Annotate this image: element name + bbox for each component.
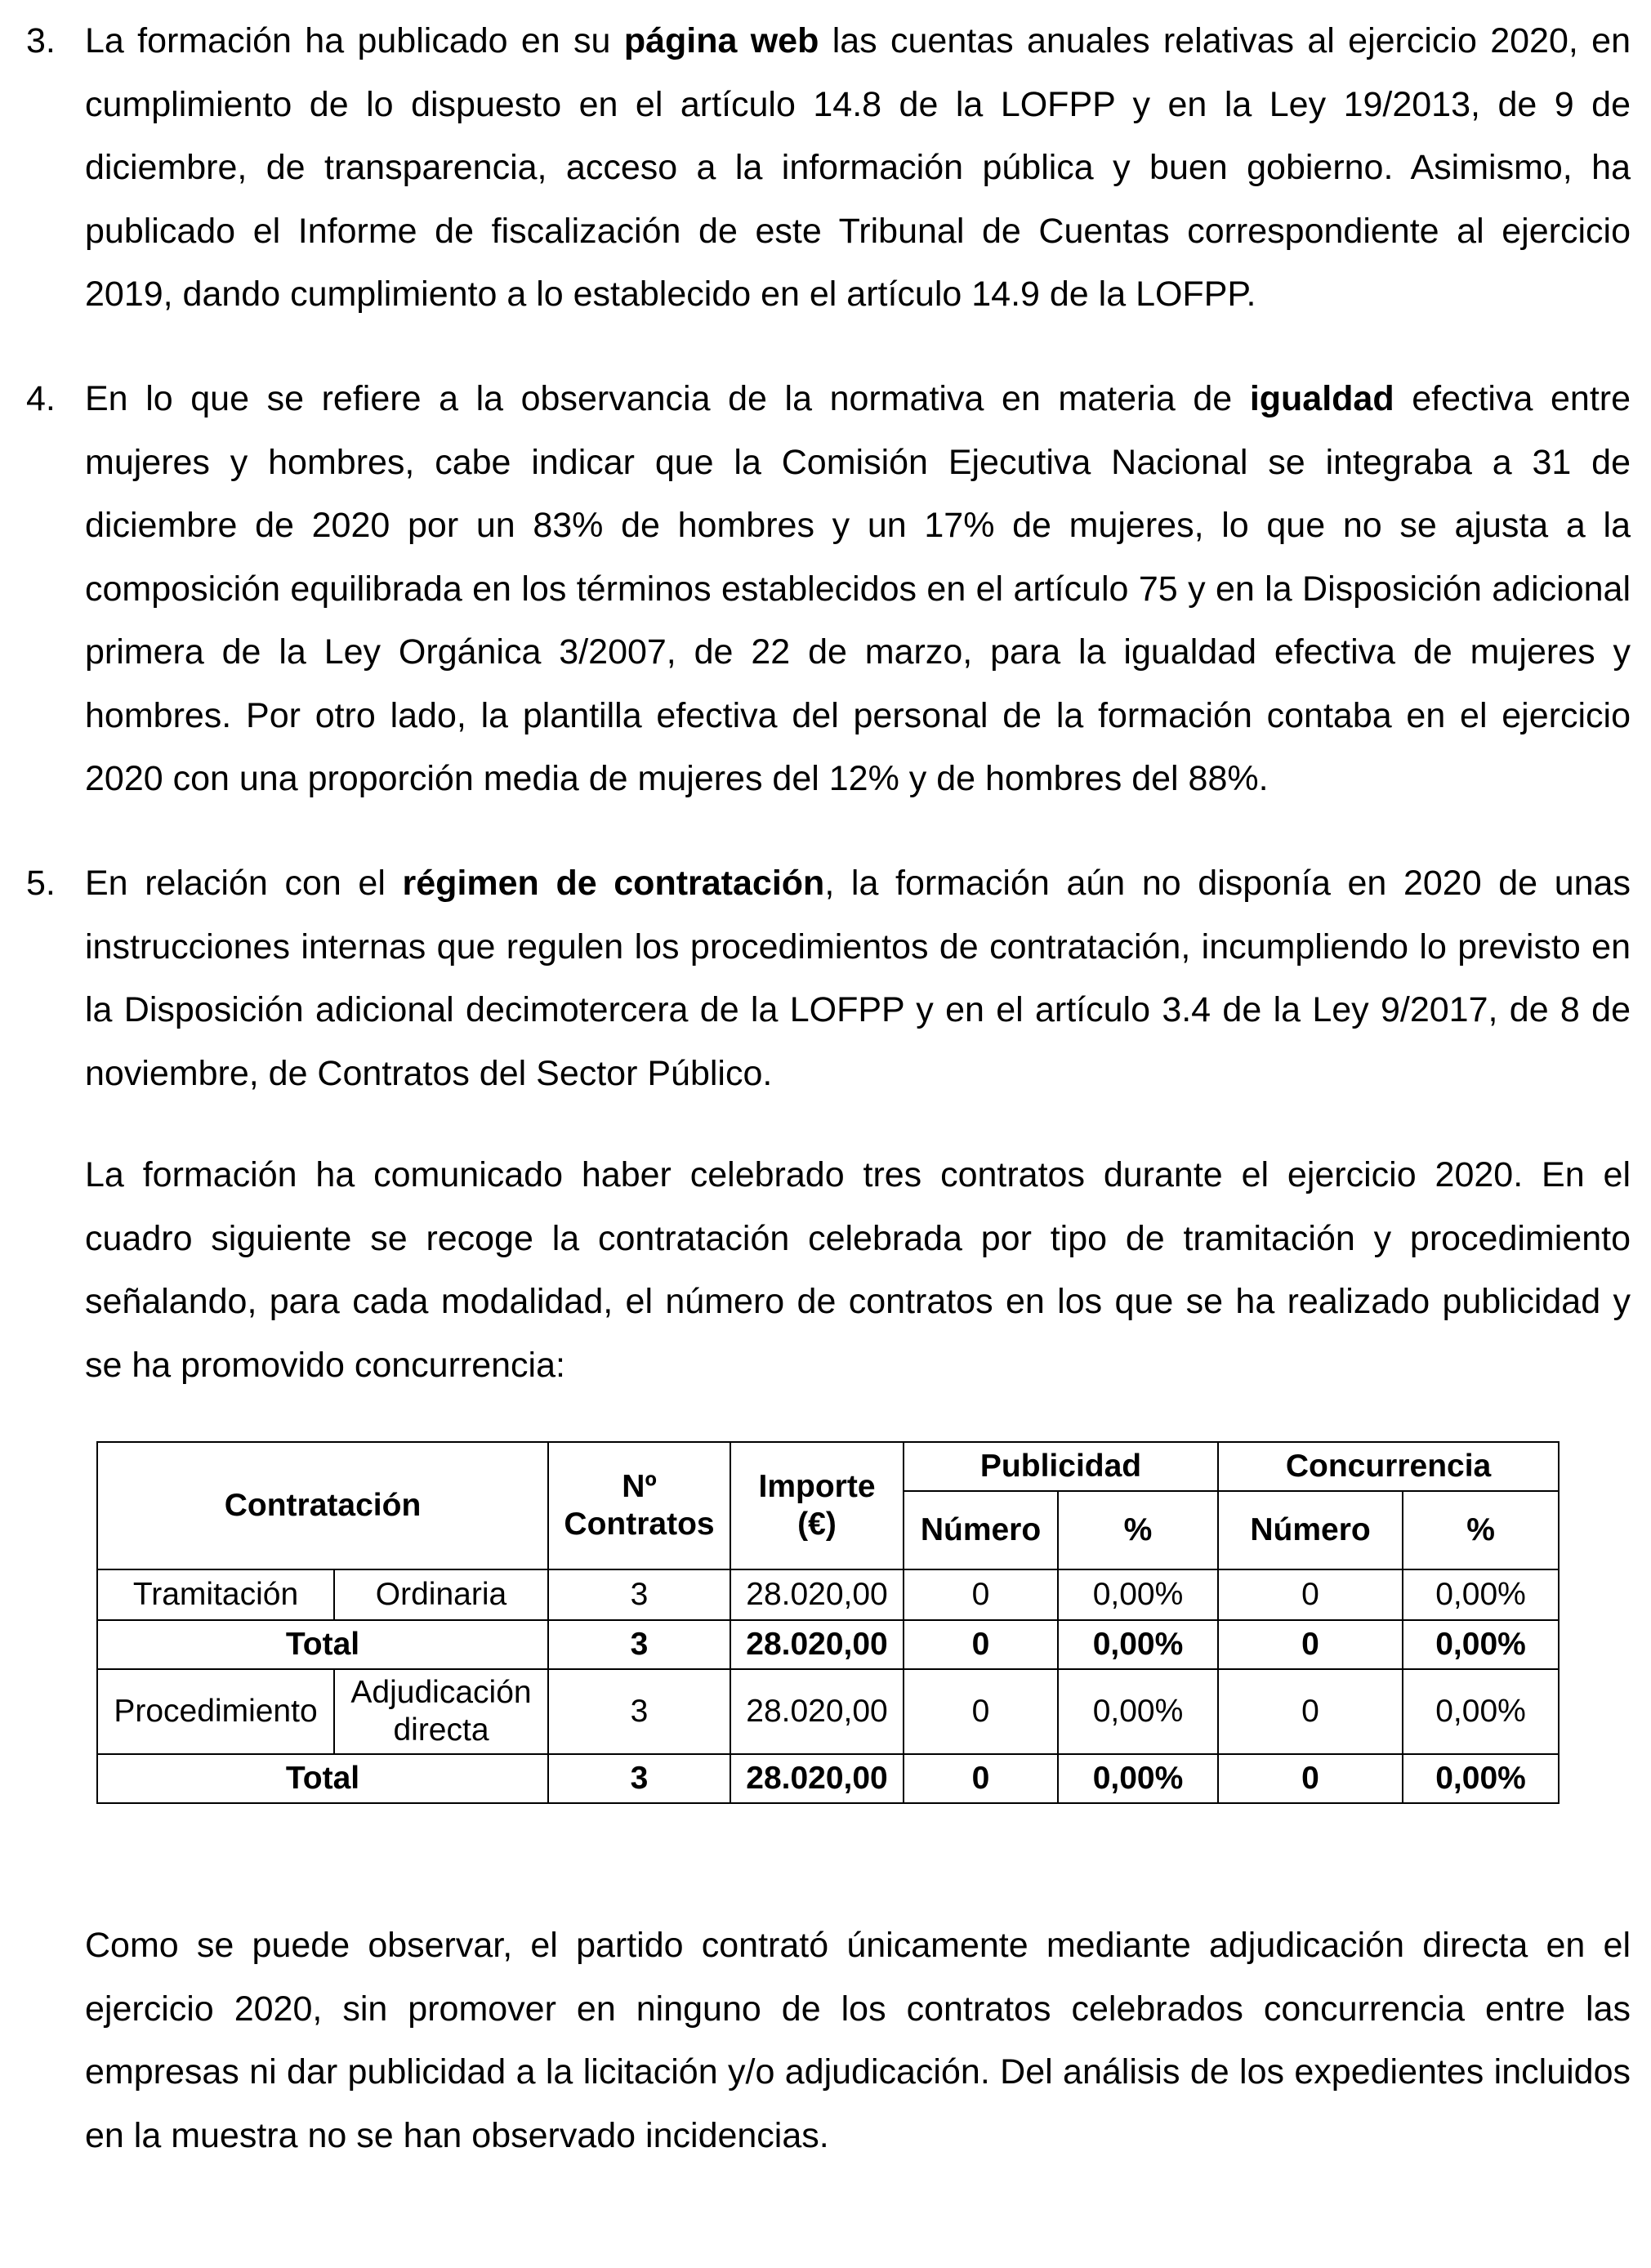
- header-concurrencia-numero: Número: [1218, 1491, 1403, 1569]
- row-total-label: Total: [97, 1754, 548, 1803]
- row-type: Adjudicación directa: [334, 1669, 548, 1754]
- row-n-contratos: 3: [548, 1754, 730, 1803]
- list-number: 5.: [26, 864, 56, 903]
- row-publicidad-numero: 0: [904, 1620, 1058, 1669]
- row-type: Ordinaria: [334, 1569, 548, 1620]
- row-importe: 28.020,00: [730, 1569, 904, 1620]
- row-publicidad-numero: 0: [904, 1569, 1058, 1620]
- item-text: efectiva entre mujeres y hombres, cabe indicar que la Comisión Ejecutiva Nacional se integraba a 31 de diciembre de 2020 por un 83% de hombres y un 17% de mujeres, lo que no se ajusta a la composición equilibrada en los términos establecidos en el artículo 75 y en la Disposición adicional primera de la Ley Orgánica 3/2007, de 22 de marzo, para la igualdad efectiva de mujeres y hombres. Por otro lado, la plantilla efectiva del personal de la formación contaba en el ejercicio 2020 con una proporción media de mujeres del 12% y de hombres del 88%.: [85, 379, 1631, 798]
- item-bold-text: página web: [623, 21, 819, 60]
- row-n-contratos: 3: [548, 1569, 730, 1620]
- item-text: La formación ha publicado en su: [85, 21, 624, 60]
- row-importe: 28.020,00: [730, 1620, 904, 1669]
- list-item-5: [26, 852, 1631, 1105]
- table-row: [97, 1569, 1559, 1620]
- row-category: Procedimiento: [97, 1669, 334, 1754]
- row-concurrencia-pct: 0,00%: [1403, 1754, 1559, 1803]
- header-publicidad-numero: Número: [904, 1491, 1058, 1569]
- row-publicidad-pct: 0,00%: [1058, 1620, 1218, 1669]
- header-concurrencia: Concurrencia: [1218, 1442, 1559, 1491]
- header-importe: Importe (€): [730, 1442, 904, 1569]
- header-publicidad: Publicidad: [904, 1442, 1218, 1491]
- item-bold-text: igualdad: [1249, 379, 1394, 418]
- list-number: 3.: [26, 21, 56, 60]
- row-category: Tramitación: [97, 1569, 334, 1620]
- row-importe: 28.020,00: [730, 1669, 904, 1754]
- row-publicidad-numero: 0: [904, 1754, 1058, 1803]
- item-text: , la formación aún no disponía en 2020 de unas instrucciones internas que regulen los procedimientos de contratación, incumpliendo lo previsto en la Disposición adicional decimotercera de la LOFPP y en el artículo 3.4 de la Ley 9/2017, de 8 de noviembre, de Contratos del Sector Público.: [85, 864, 1631, 1093]
- header-n-contratos: Nº Contratos: [548, 1442, 730, 1569]
- row-importe: 28.020,00: [730, 1754, 904, 1803]
- row-concurrencia-pct: 0,00%: [1403, 1569, 1559, 1620]
- row-concurrencia-pct: 0,00%: [1403, 1669, 1559, 1754]
- item-text: En lo que se refiere a la observancia de la normativa en materia de: [85, 379, 1250, 418]
- table-row-total: [97, 1754, 1559, 1803]
- item-text: En relación con el: [85, 864, 403, 903]
- row-concurrencia-numero: 0: [1218, 1754, 1403, 1803]
- table-row: [97, 1669, 1559, 1754]
- header-contratacion: Contratación: [97, 1442, 548, 1569]
- row-n-contratos: 3: [548, 1620, 730, 1669]
- row-concurrencia-pct: 0,00%: [1403, 1620, 1559, 1669]
- header-concurrencia-pct: %: [1403, 1491, 1559, 1569]
- intro-paragraph: La formación ha comunicado haber celebrado tres contratos durante el ejercicio 2020. En el cuadro siguiente se recoge la contratación celebrada por tipo de tramitación y procedimiento señalando, para cada modalidad, el número de contratos en los que se ha realizado publicidad y se ha promovido concurrencia:: [85, 1155, 1631, 1385]
- item-text: las cuentas anuales relativas al ejercicio 2020, en cumplimiento de lo dispuesto en el artículo 14.8 de la LOFPP y en la Ley 19/2013, de 9 de diciembre, de transparencia, acceso a la información pública y buen gobierno. Asimismo, ha publicado el Informe de fiscalización de este Tribunal de Cuentas correspondiente al ejercicio 2019, dando cumplimiento a lo establecido en el artículo 14.9 de la LOFPP.: [85, 21, 1631, 314]
- list-number: 4.: [26, 379, 56, 418]
- row-concurrencia-numero: 0: [1218, 1669, 1403, 1754]
- contracts-table: [96, 1441, 1560, 1804]
- row-publicidad-pct: 0,00%: [1058, 1669, 1218, 1754]
- list-item-4: [26, 368, 1631, 811]
- table-row-total: [97, 1620, 1559, 1669]
- row-total-label: Total: [97, 1620, 548, 1669]
- list-item-3: [26, 10, 1631, 327]
- row-publicidad-pct: 0,00%: [1058, 1754, 1218, 1803]
- item-bold-text: régimen de contratación: [402, 864, 825, 903]
- row-publicidad-pct: 0,00%: [1058, 1569, 1218, 1620]
- conclusion-paragraph: Como se puede observar, el partido contrató únicamente mediante adjudicación directa en el ejercicio 2020, sin promover en ninguno de los contratos celebrados concurrencia entre las empresas ni dar publicidad a la licitación y/o adjudicación. Del análisis de los expedientes incluidos en la muestra no se han observado incidencias.: [85, 1926, 1631, 2155]
- row-publicidad-numero: 0: [904, 1669, 1058, 1754]
- row-n-contratos: 3: [548, 1669, 730, 1754]
- row-concurrencia-numero: 0: [1218, 1620, 1403, 1669]
- row-concurrencia-numero: 0: [1218, 1569, 1403, 1620]
- header-publicidad-pct: %: [1058, 1491, 1218, 1569]
